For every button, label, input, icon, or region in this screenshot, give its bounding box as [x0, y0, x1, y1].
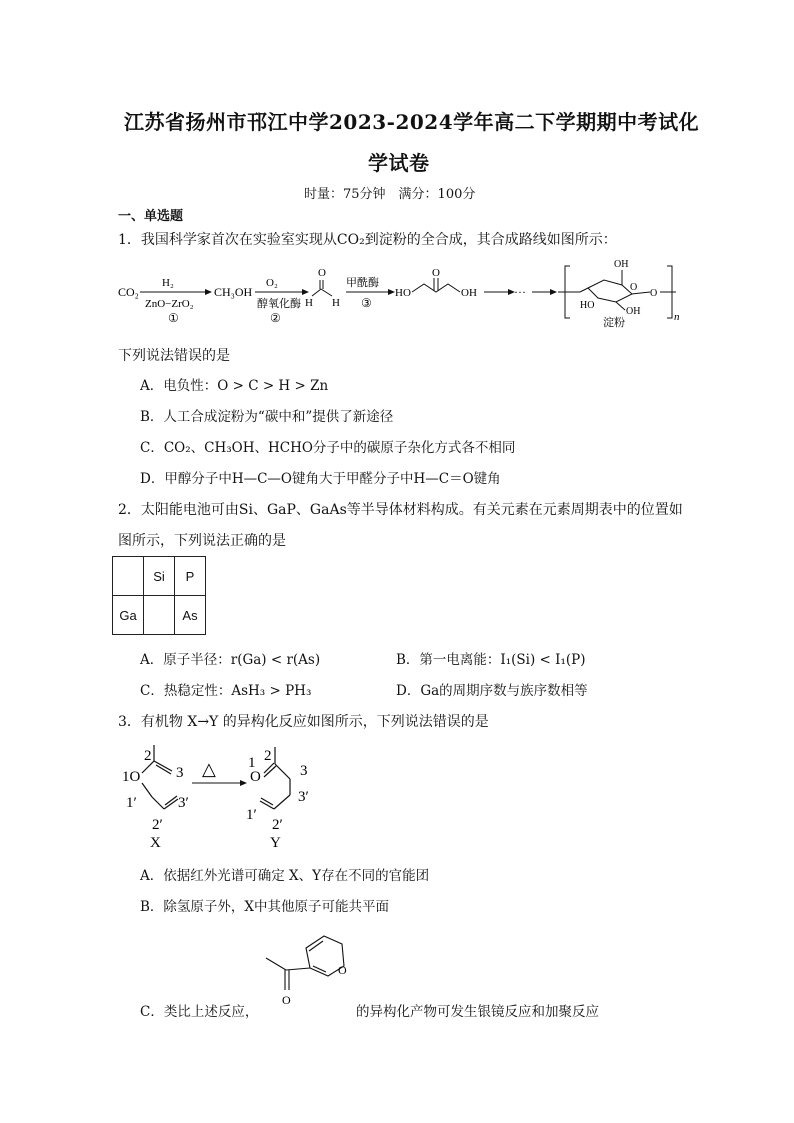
scheme-h2: H₂	[162, 277, 174, 289]
y-c2p: 2′	[272, 817, 283, 833]
x-c1p: 1′	[126, 795, 137, 811]
page-title-line2: 学试卷	[368, 151, 430, 175]
q1-option-b[interactable]: B．人工合成淀粉为“碳中和”提供了新途径	[140, 409, 394, 425]
starch-ho-left: HO	[580, 300, 595, 311]
q3-option-c-prefix[interactable]: C．类比上述反应，	[140, 1004, 259, 1020]
cell-ga: Ga	[113, 596, 144, 635]
x-o-label: 1O	[122, 769, 141, 785]
q3-isomerization-scheme	[118, 735, 348, 855]
ring-oxygen: O	[338, 963, 347, 977]
carbonyl-oxygen: O	[282, 993, 291, 1007]
q3-option-a[interactable]: A．依据红外光谱可确定 X、Y存在不同的官能团	[140, 868, 430, 884]
scheme-catalyst: ZnO−ZrO₂	[145, 298, 194, 310]
q2-option-b[interactable]: B．第一电离能：I₁(Si) < I₁(P)	[396, 652, 586, 668]
y-c2: 2	[264, 748, 272, 764]
scheme-step2: ②	[270, 311, 281, 325]
periodic-table-fragment	[112, 556, 206, 635]
scheme-enzyme: 醇氧化酶	[257, 298, 301, 310]
q1-synthesis-scheme	[110, 252, 690, 332]
cell-as: As	[175, 596, 206, 635]
q1-option-d[interactable]: D．甲醇分子中H—C—O键角大于甲醛分子中H—C＝O键角	[140, 471, 501, 487]
cell-empty	[113, 557, 144, 596]
q2-stem-line1: 2．太阳能电池可由Si、GaP、GaAs等半导体材料构成。有关元素在元素周期表中的位置如	[118, 502, 683, 518]
cell-empty	[144, 596, 175, 635]
scheme-co2: CO₂	[118, 285, 139, 299]
q1-option-a[interactable]: A．电负性：O > C > H > Zn	[140, 378, 329, 394]
scheme-methanol: CH₃OH	[214, 285, 253, 299]
x-name: X	[150, 835, 161, 851]
y-c3p: 3′	[298, 789, 309, 805]
y-o: O	[250, 769, 261, 785]
q2-option-d[interactable]: D．Ga的周期序数与族序数相等	[396, 683, 588, 699]
scheme-step1: ①	[168, 311, 179, 325]
dha-o: O	[432, 267, 440, 279]
x-c3p: 3′	[178, 795, 189, 811]
q3-option-c-suffix: 的异构化产物可发生银镜反应和加聚反应	[356, 1004, 599, 1020]
scheme-o2: O₂	[266, 277, 278, 289]
x-c2p: 2′	[152, 817, 163, 833]
q1-stem: 1．我国科学家首次在实验室实现从CO₂到淀粉的全合成，其合成路线如图所示：	[118, 232, 617, 248]
heat-symbol: △	[202, 759, 216, 779]
q2-option-a[interactable]: A．原子半径：r(Ga) < r(As)	[140, 652, 321, 668]
starch-oh-right: OH	[626, 306, 641, 317]
hcho-h-left: H	[305, 297, 313, 309]
starch-ring-o: O	[630, 282, 638, 293]
starch-label: 淀粉	[603, 317, 625, 329]
y-name: Y	[270, 835, 281, 851]
scheme-formolase: 甲酰酶	[346, 277, 379, 289]
exam-meta: 时量：75分钟 满分：100分	[304, 187, 476, 202]
starch-n: n	[674, 311, 680, 323]
hcho-h-right: H	[332, 297, 340, 309]
scheme-step3: ③	[361, 296, 372, 310]
hcho-o: O	[318, 267, 326, 279]
q1-option-c[interactable]: C．CO₂、CH₃OH、HCHO分子中的碳原子杂化方式各不相同	[140, 440, 516, 456]
q3-option-c-structure	[258, 926, 358, 1018]
dha-oh: OH	[461, 287, 477, 299]
q2-option-c[interactable]: C．热稳定性：AsH₃ > PH₃	[140, 683, 312, 699]
y-c1p: 1′	[246, 807, 257, 823]
x-c2: 2	[144, 748, 152, 764]
section-heading: 一、单选题	[118, 209, 184, 224]
y-c1: 1	[248, 755, 256, 771]
starch-link-o: O	[650, 288, 658, 299]
q3-stem: 3．有机物 X→Y 的异构化反应如图所示，下列说法错误的是	[118, 714, 489, 730]
q3-option-b[interactable]: B．除氢原子外，X中其他原子可能共平面	[140, 899, 390, 915]
page-title-line1: 江苏省扬州市邗江中学2023-2024学年高二下学期期中考试化	[124, 110, 700, 134]
q1-prompt: 下列说法错误的是	[118, 348, 230, 364]
x-c3: 3	[176, 765, 184, 781]
cell-si: Si	[144, 557, 175, 596]
cell-p: P	[175, 557, 206, 596]
dha-ho: HO	[395, 287, 411, 299]
q2-stem-line2: 图所示，下列说法正确的是	[118, 533, 286, 549]
starch-oh-top: OH	[614, 259, 629, 270]
y-c3: 3	[300, 763, 308, 779]
scheme-dots: ···	[514, 285, 526, 299]
